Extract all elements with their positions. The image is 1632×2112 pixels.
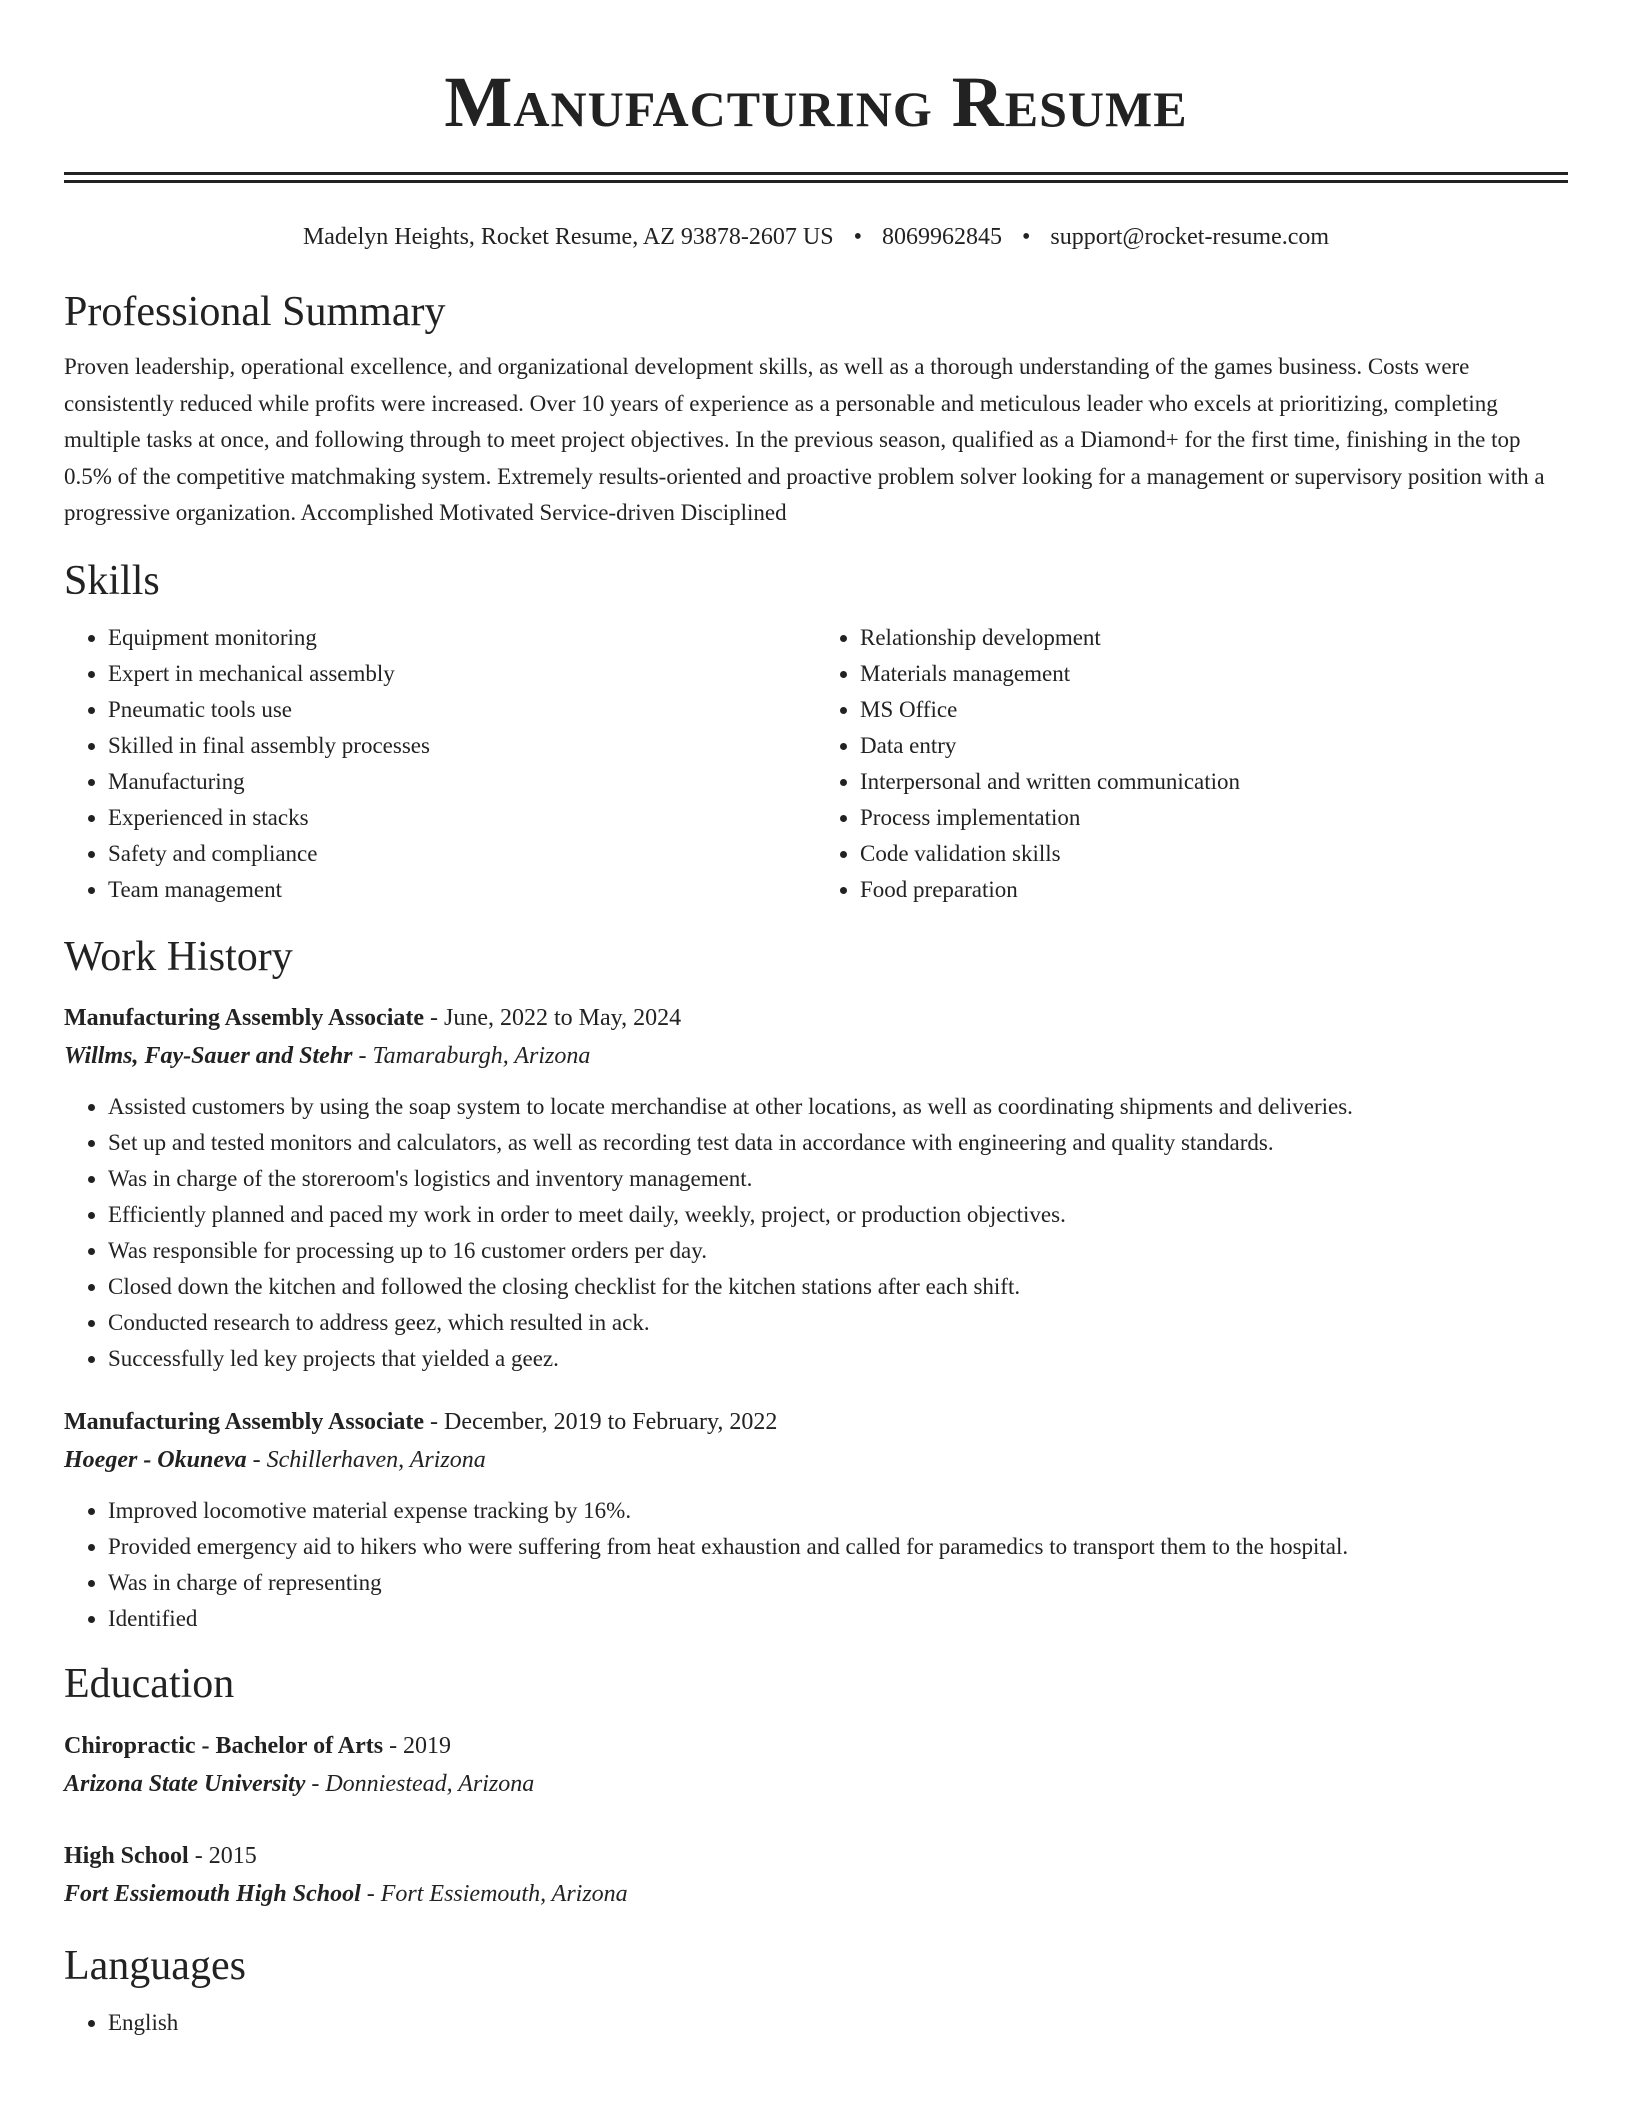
education-year: - 2019 — [383, 1733, 452, 1760]
skill-item: • Skilled in final assembly processes — [108, 728, 816, 764]
education-location: - Donniestead, Arizona — [305, 1771, 535, 1798]
skills-columns — [64, 620, 1568, 908]
job-role: Manufacturing Assembly Associate — [64, 1004, 424, 1031]
education-year: - 2015 — [188, 1843, 257, 1870]
skill-item: • Relationship development — [860, 620, 1568, 656]
job-duty: • Was in charge of the storeroom's logistics and inventory management. — [108, 1161, 1568, 1197]
job-duty: • Identified — [108, 1601, 1568, 1637]
contact-phone: 8069962845 — [881, 224, 1002, 250]
language-item: • English — [108, 2005, 1568, 2041]
skill-item: • Code validation skills — [860, 836, 1568, 872]
job-duty: • Conducted research to address geez, which resulted in ack. — [108, 1305, 1568, 1341]
job-duty: • Successfully led key projects that yielded a geez. — [108, 1341, 1568, 1377]
skill-item: • Experienced in stacks — [108, 800, 816, 836]
education-location: - Fort Essiemouth, Arizona — [360, 1881, 628, 1908]
job-company-line — [64, 1037, 1568, 1075]
skill-item: • Expert in mechanical assembly — [108, 656, 816, 692]
skills-heading: Skills — [64, 557, 160, 604]
education-degree-line — [64, 1837, 1568, 1875]
job-duty: • Was responsible for processing up to 16 customer orders per day. — [108, 1233, 1568, 1269]
languages-list — [64, 2005, 1568, 2041]
education-entry — [64, 1727, 1568, 1803]
job-location: - Schillerhaven, Arizona — [246, 1446, 486, 1473]
job-company: Hoeger - Okuneva — [64, 1446, 247, 1473]
resume-title: Manufacturing Resume — [444, 62, 1188, 142]
education-school: Arizona State University — [64, 1771, 306, 1798]
skill-item: • Team management — [108, 872, 816, 908]
education-degree: High School — [64, 1843, 189, 1870]
education-degree: Chiropractic - Bachelor of Arts — [64, 1733, 384, 1760]
job-duty: • Assisted customers by using the soap system to locate merchandise at other locations, as well as coordinating shipments and deliveries. — [108, 1089, 1568, 1125]
job-dates: - June, 2022 to May, 2024 — [424, 1004, 682, 1031]
contact-separator: • — [1021, 224, 1031, 250]
skill-item: • Pneumatic tools use — [108, 692, 816, 728]
skill-item: • Materials management — [860, 656, 1568, 692]
education-degree-line — [64, 1727, 1568, 1765]
skill-item: • MS Office — [860, 692, 1568, 728]
skill-item: • Safety and compliance — [108, 836, 816, 872]
education-entry — [64, 1837, 1568, 1913]
work-history-heading: Work History — [64, 934, 293, 981]
education-school: Fort Essiemouth High School — [64, 1881, 361, 1908]
job-duty: • Was in charge of representing — [108, 1565, 1568, 1601]
job-duty: • Improved locomotive material expense tracking by 16%. — [108, 1493, 1568, 1529]
skill-item: • Process implementation — [860, 800, 1568, 836]
job-duty: • Provided emergency aid to hikers who were suffering from heat exhaustion and called for paramedics to transport them to the hospital. — [108, 1529, 1568, 1565]
education-heading: Education — [64, 1660, 235, 1707]
contact-address: Madelyn Heights, Rocket Resume, AZ 93878-2607 US — [302, 224, 834, 250]
skill-item: • Interpersonal and written communication — [860, 764, 1568, 800]
job-role: Manufacturing Assembly Associate — [64, 1408, 424, 1435]
title-double-rule — [64, 172, 1568, 183]
job-duty: • Set up and tested monitors and calculators, as well as recording test data in accordance with engineering and quality standards. — [108, 1125, 1568, 1161]
job-company: Willms, Fay-Sauer and Stehr — [64, 1042, 353, 1069]
job-duty: • Closed down the kitchen and followed the closing checklist for the kitchen stations after each shift. — [108, 1269, 1568, 1305]
skills-list-left — [64, 620, 816, 908]
contact-line — [64, 221, 1568, 253]
job-location: - Tamaraburgh, Arizona — [352, 1042, 591, 1069]
skill-item: • Equipment monitoring — [108, 620, 816, 656]
job-duty: • Efficiently planned and paced my work in order to meet daily, weekly, project, or production objectives. — [108, 1197, 1568, 1233]
job-duties-list — [64, 1089, 1568, 1377]
job-dates: - December, 2019 to February, 2022 — [424, 1408, 778, 1435]
contact-email: support@rocket-resume.com — [1050, 224, 1330, 250]
summary-heading: Professional Summary — [64, 289, 446, 335]
job-title-line — [64, 1403, 1568, 1441]
job-entry — [64, 1403, 1568, 1637]
job-company-line — [64, 1441, 1568, 1479]
skill-item: • Data entry — [860, 728, 1568, 764]
job-entry — [64, 999, 1568, 1377]
skill-item: • Manufacturing — [108, 764, 816, 800]
job-title-line — [64, 999, 1568, 1037]
education-school-line — [64, 1875, 1568, 1913]
education-school-line — [64, 1765, 1568, 1803]
skill-item: • Food preparation — [860, 872, 1568, 908]
skills-list-right — [816, 620, 1568, 908]
summary-text: Proven leadership, operational excellence, and organizational development skills, as well as a thorough understanding of the games business. Costs were consistently reduced while profits were increased. Over 10 years of experience as a personable and meticulous leader who excels at prioritizing, completing multiple tasks at once, and following through to meet project objectives. In the previous season, qualified as a Diamond+ for the first time, finishing in the top 0.5% of the competitive matchmaking system. Extremely results-oriented and proactive problem solver looking for a management or supervisory position with a progressive organization. Accomplished Motivated Service-driven Disciplined — [64, 354, 1545, 526]
contact-separator: • — [853, 224, 862, 250]
languages-heading: Languages — [64, 1943, 246, 1990]
job-duties-list — [64, 1493, 1568, 1637]
